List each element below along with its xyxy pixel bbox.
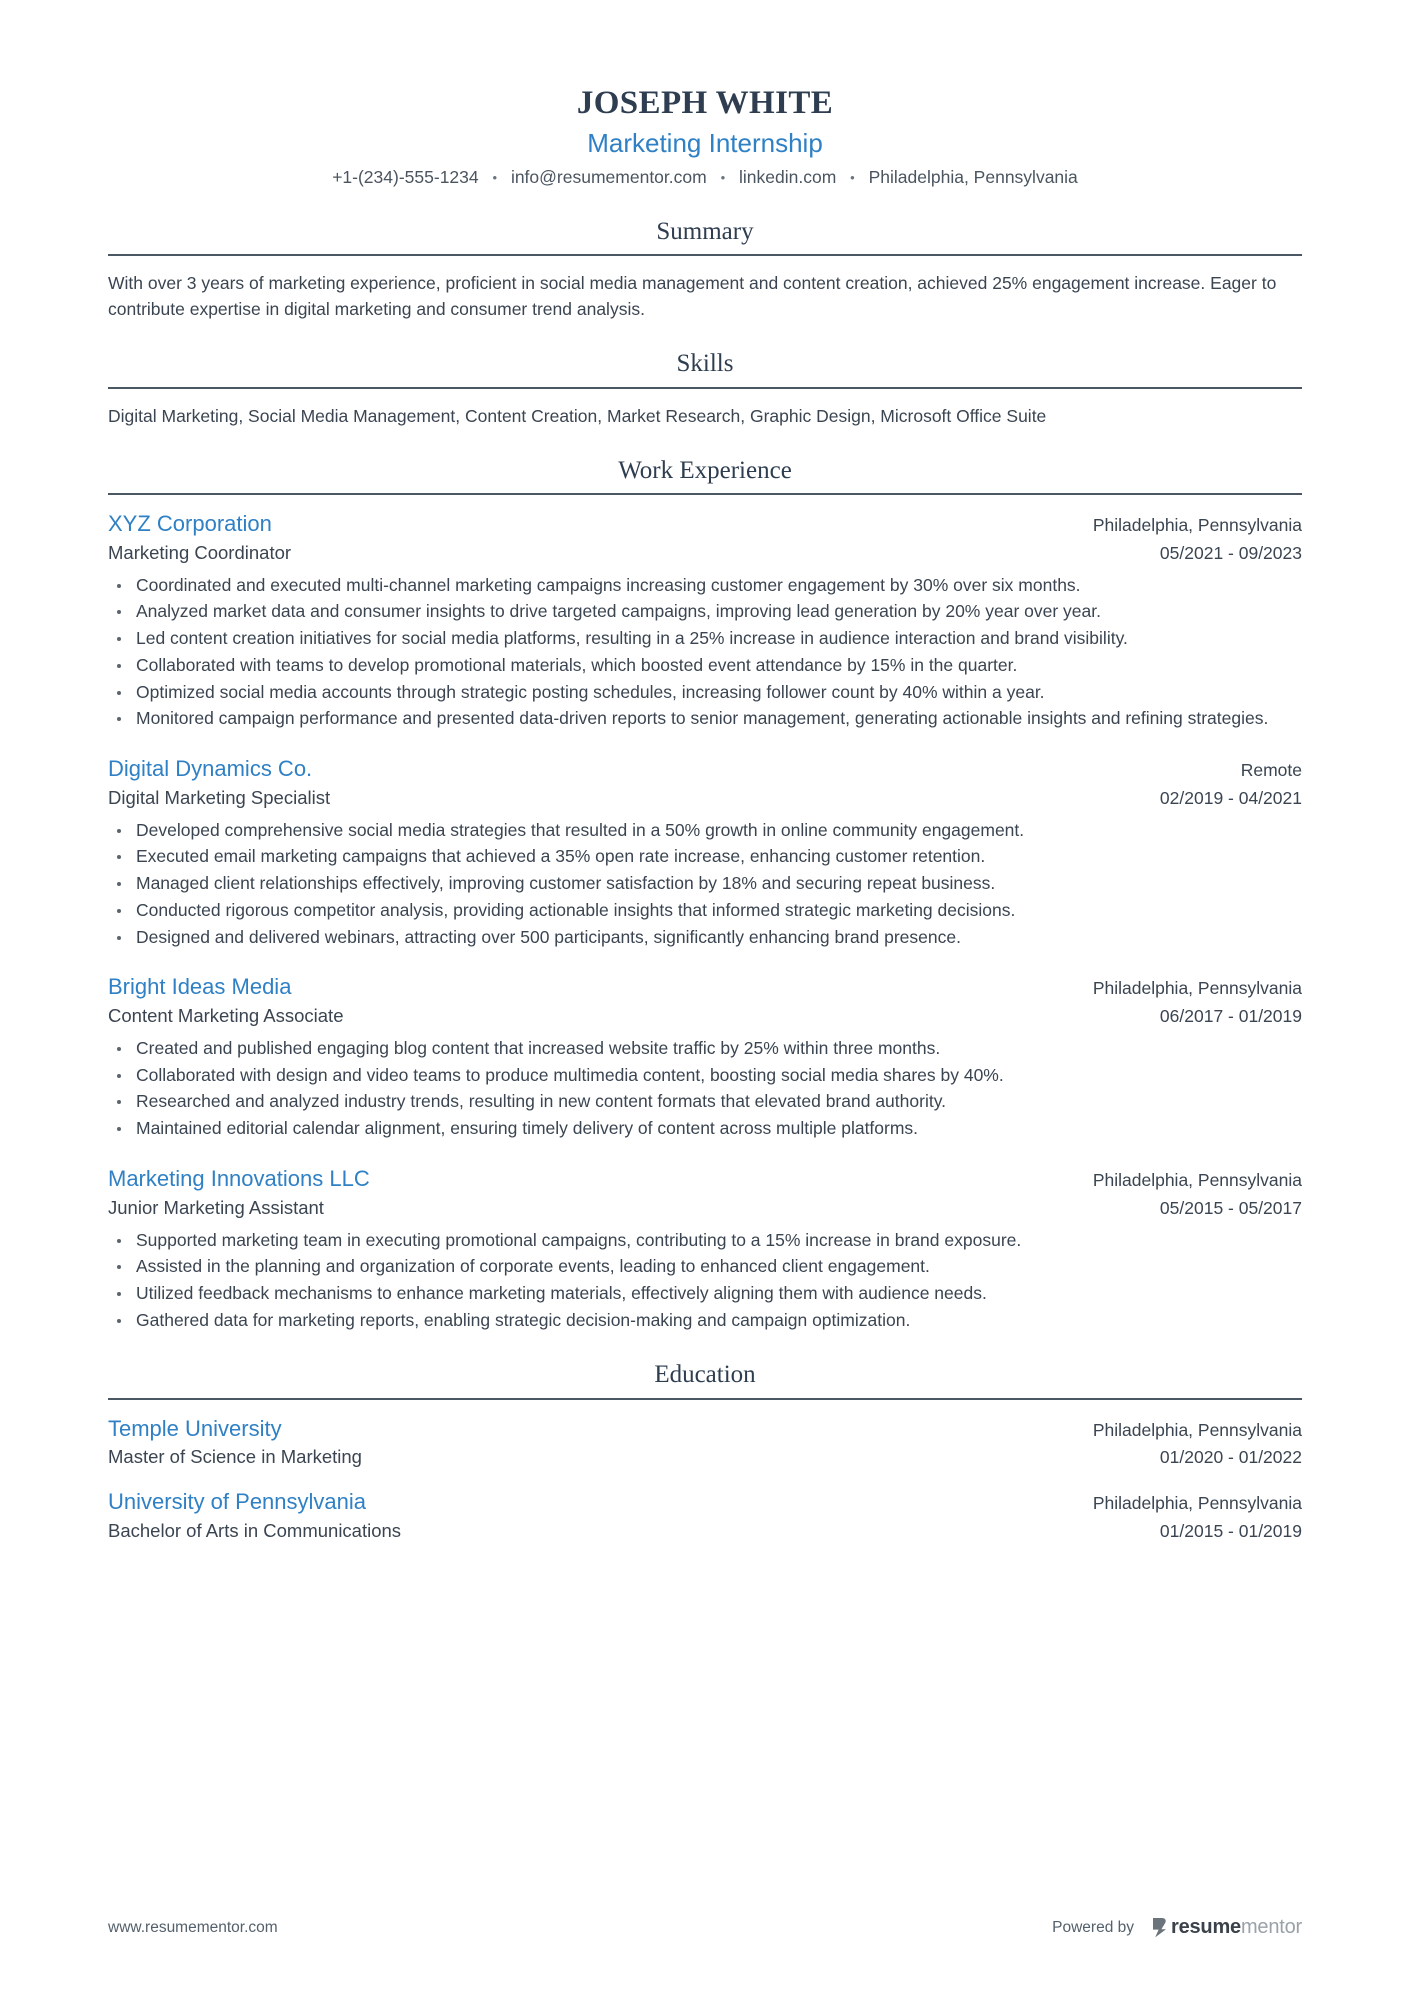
work-entry-bullet: Managed client relationships effectively, improving customer satisfaction by 18% and securing repeat business. xyxy=(108,871,1302,897)
work-experience-list xyxy=(108,509,1302,1333)
work-entry-role: Content Marketing Associate xyxy=(108,1005,344,1026)
education-entry-subheader xyxy=(108,1519,1302,1544)
work-entry-location: Philadelphia, Pennsylvania xyxy=(1092,1169,1302,1190)
section-heading-skills: Skills xyxy=(676,350,734,378)
work-entry-role: Junior Marketing Assistant xyxy=(108,1196,324,1218)
section-skills xyxy=(108,348,1302,429)
work-entry-bullet: Led content creation initiatives for social media platforms, resulting in a 25% increase in audience interaction and brand visibility. xyxy=(108,626,1302,652)
work-entry-bullets xyxy=(108,818,1302,951)
contact-separator-icon: • xyxy=(850,170,855,186)
education-entry-degree: Master of Science in Marketing xyxy=(108,1446,362,1468)
work-entry-bullet: Conducted rigorous competitor analysis, providing actionable insights that informed strategic marketing decisions. xyxy=(108,898,1302,924)
work-entry-header xyxy=(108,972,1302,1002)
contact-phone: +1-(234)-555-1234 xyxy=(332,167,479,188)
contact-linkedin[interactable]: linkedin.com xyxy=(739,167,837,188)
work-entry-subheader xyxy=(108,541,1302,566)
education-entry-organization: University of Pennsylvania xyxy=(108,1489,367,1515)
brand-text-light: mentor xyxy=(1240,1916,1302,1938)
work-entry xyxy=(108,509,1302,732)
summary-body xyxy=(108,270,1302,323)
work-entry-dates: 06/2017 - 01/2019 xyxy=(1159,1006,1302,1026)
work-entry-organization: Marketing Innovations LLC xyxy=(108,1165,370,1191)
work-entry-bullet: Collaborated with design and video teams to produce multimedia content, boosting social media shares by 40%. xyxy=(108,1063,1302,1089)
page-footer xyxy=(0,1916,1410,1939)
work-entry-bullet: Developed comprehensive social media strategies that resulted in a 50% growth in online community engagement. xyxy=(108,818,1302,844)
work-entry-bullet: Coordinated and executed multi-channel marketing campaigns increasing customer engagement by 30% over six months. xyxy=(108,573,1302,599)
section-work-experience xyxy=(108,455,1302,1334)
work-entry-location: Philadelphia, Pennsylvania xyxy=(1092,978,1302,999)
section-education xyxy=(108,1359,1302,1544)
powered-by-label: Powered by xyxy=(1052,1918,1134,1936)
work-entry-subheader xyxy=(108,786,1302,811)
skills-body xyxy=(108,403,1302,429)
footer-branding xyxy=(1052,1916,1302,1939)
education-entry xyxy=(108,1487,1302,1544)
work-entry-bullets xyxy=(108,1228,1302,1334)
section-heading-education: Education xyxy=(654,1361,756,1389)
summary-text: With over 3 years of marketing experience, proficient in social media management and content creation, achieved 25% engagement increase. Eager to contribute expertise in digital marketing and consumer trend analysis. xyxy=(108,272,1277,320)
work-entry xyxy=(108,972,1302,1142)
work-entry-bullet: Analyzed market data and consumer insights to drive targeted campaigns, improving lead generation by 20% year over year. xyxy=(108,599,1302,625)
work-entry-bullets xyxy=(108,573,1302,732)
work-entry-bullet: Gathered data for marketing reports, enabling strategic decision-making and campaign optimization. xyxy=(108,1308,1302,1334)
work-entry xyxy=(108,754,1302,950)
education-entry-subheader xyxy=(108,1445,1302,1470)
work-entry-bullet: Utilized feedback mechanisms to enhance marketing materials, effectively aligning them with audience needs. xyxy=(108,1281,1302,1307)
contact-separator-icon: • xyxy=(720,170,726,186)
resumementor-wordmark xyxy=(1171,1916,1302,1939)
work-entry-bullet: Assisted in the planning and organization of corporate events, leading to enhanced client engagement. xyxy=(108,1254,1302,1280)
candidate-job-title: Marketing Internship xyxy=(587,127,823,158)
work-entry-bullets xyxy=(108,1036,1302,1142)
section-divider xyxy=(108,1398,1302,1400)
work-entry-bullet: Optimized social media accounts through strategic posting schedules, increasing follower count by 40% within a year. xyxy=(108,680,1302,706)
section-heading-work-experience: Work Experience xyxy=(618,456,792,484)
resume-header xyxy=(108,84,1302,190)
work-entry-location: Remote xyxy=(1240,760,1302,781)
education-entry xyxy=(108,1414,1302,1471)
work-entry-header xyxy=(108,1164,1302,1194)
section-heading-summary: Summary xyxy=(656,217,754,245)
work-entry-bullet: Designed and delivered webinars, attracting over 500 participants, significantly enhancing brand presence. xyxy=(108,925,1302,951)
brand-text-strong: resume xyxy=(1171,1916,1241,1938)
work-entry-location: Philadelphia, Pennsylvania xyxy=(1092,515,1302,536)
work-entry-header xyxy=(108,509,1302,539)
education-entry-location: Philadelphia, Pennsylvania xyxy=(1092,1419,1302,1440)
section-divider xyxy=(108,387,1302,389)
contact-line xyxy=(108,165,1302,190)
skills-text: Digital Marketing, Social Media Management, Content Creation, Market Research, Graphic Design, Microsoft Office Suite xyxy=(108,405,1047,426)
work-entry-role: Marketing Coordinator xyxy=(108,541,292,563)
work-entry-organization: Digital Dynamics Co. xyxy=(108,756,313,782)
work-entry-bullet: Monitored campaign performance and presented data-driven reports to senior management, generating actionable insights and refining strategies. xyxy=(108,706,1302,732)
work-entry-dates: 05/2021 - 09/2023 xyxy=(1159,542,1302,563)
work-entry-subheader xyxy=(108,1004,1302,1029)
education-entry-organization: Temple University xyxy=(108,1415,282,1441)
work-entry-subheader xyxy=(108,1196,1302,1221)
contact-location: Philadelphia, Pennsylvania xyxy=(868,167,1078,188)
education-entry-header xyxy=(108,1414,1302,1444)
work-entry-header xyxy=(108,754,1302,784)
work-entry-bullet: Researched and analyzed industry trends, resulting in new content formats that elevated brand authority. xyxy=(108,1089,1302,1115)
work-entry-organization: Bright Ideas Media xyxy=(108,974,292,1000)
work-entry-bullet: Created and published engaging blog content that increased website traffic by 25% within three months. xyxy=(108,1036,1302,1062)
work-entry-bullet: Maintained editorial calendar alignment, ensuring timely delivery of content across multiple platforms. xyxy=(108,1116,1302,1142)
resumementor-logo xyxy=(1152,1916,1302,1939)
section-divider xyxy=(108,254,1302,256)
education-entry-dates: 01/2020 - 01/2022 xyxy=(1159,1447,1302,1468)
section-summary xyxy=(108,216,1302,323)
candidate-name: JOSEPH WHITE xyxy=(576,85,834,121)
footer-website-url[interactable]: www.resumementor.com xyxy=(108,1918,278,1936)
work-entry xyxy=(108,1164,1302,1334)
education-entry-degree: Bachelor of Arts in Communications xyxy=(108,1519,402,1541)
work-entry-role: Digital Marketing Specialist xyxy=(108,786,331,808)
resumementor-mark-icon xyxy=(1152,1917,1167,1938)
education-entry-location: Philadelphia, Pennsylvania xyxy=(1092,1493,1302,1514)
section-divider xyxy=(108,493,1302,495)
education-entry-dates: 01/2015 - 01/2019 xyxy=(1159,1520,1302,1541)
education-entry-header xyxy=(108,1487,1302,1517)
work-entry-bullet: Collaborated with teams to develop promotional materials, which boosted event attendance by 15% in the quarter. xyxy=(108,653,1302,679)
work-entry-dates: 02/2019 - 04/2021 xyxy=(1159,787,1302,808)
contact-email: info@resumementor.com xyxy=(510,167,707,188)
work-entry-bullet: Executed email marketing campaigns that achieved a 35% open rate increase, enhancing customer retention. xyxy=(108,844,1302,870)
contact-separator-icon: • xyxy=(492,170,498,186)
work-entry-dates: 05/2015 - 05/2017 xyxy=(1159,1197,1302,1218)
education-list xyxy=(108,1414,1302,1544)
work-entry-bullet: Supported marketing team in executing promotional campaigns, contributing to a 15% increase in brand exposure. xyxy=(108,1228,1302,1254)
work-entry-organization: XYZ Corporation xyxy=(108,511,272,537)
